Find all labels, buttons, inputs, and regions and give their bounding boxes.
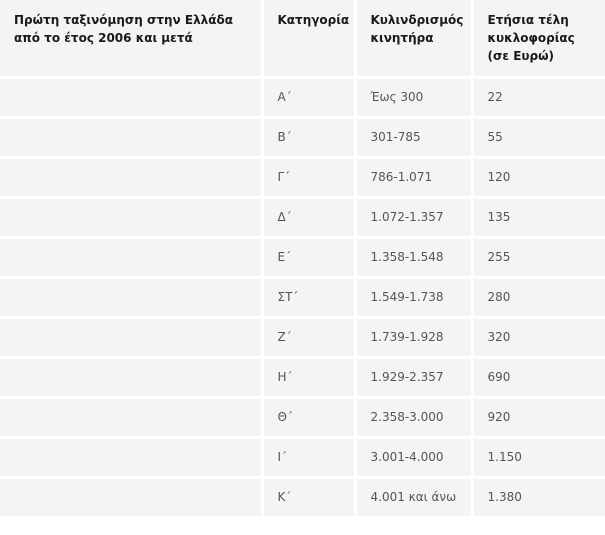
cell-annual-fee: 920 [472,398,605,438]
cell-category: Θ΄ [262,398,355,438]
cell-displacement: 786-1.071 [355,158,472,198]
cell-description [0,438,262,478]
table-row [0,198,605,238]
cell-category: Ζ΄ [262,318,355,358]
table-row [0,118,605,158]
cell-annual-fee: 1.150 [472,438,605,478]
table-row [0,318,605,358]
cell-annual-fee: 135 [472,198,605,238]
cell-description [0,78,262,118]
table-header-row [0,0,605,78]
cell-displacement: 1.739-1.928 [355,318,472,358]
table-row [0,398,605,438]
cell-description [0,398,262,438]
cell-displacement: Έως 300 [355,78,472,118]
cell-annual-fee: 280 [472,278,605,318]
cell-annual-fee: 120 [472,158,605,198]
cell-description [0,478,262,518]
cell-category: Ι΄ [262,438,355,478]
cell-annual-fee: 22 [472,78,605,118]
cell-category: Δ΄ [262,198,355,238]
cell-displacement: 1.358-1.548 [355,238,472,278]
column-header-category: Κατηγορία [262,0,355,78]
table-row [0,438,605,478]
cell-category: Α΄ [262,78,355,118]
cell-annual-fee: 1.380 [472,478,605,518]
cell-displacement: 2.358-3.000 [355,398,472,438]
cell-annual-fee: 55 [472,118,605,158]
column-header-annual-fee: Ετήσια τέλη κυκλοφορίας (σε Ευρώ) [472,0,605,78]
cell-displacement: 4.001 και άνω [355,478,472,518]
table-row [0,78,605,118]
cell-displacement: 1.549-1.738 [355,278,472,318]
table-row [0,358,605,398]
cell-description [0,238,262,278]
cell-category: ΣΤ΄ [262,278,355,318]
cell-description [0,158,262,198]
table-bottom-spacer [0,519,605,535]
cell-displacement: 1.072-1.357 [355,198,472,238]
cell-category: Γ΄ [262,158,355,198]
cell-category: Η΄ [262,358,355,398]
table-row [0,478,605,518]
table-header [0,0,605,78]
table-body [0,78,605,518]
cell-displacement: 301-785 [355,118,472,158]
column-header-description: Πρώτη ταξινόμηση στην Ελλάδα από το έτος 2006 και μετά [0,0,262,78]
cell-annual-fee: 320 [472,318,605,358]
cell-description [0,118,262,158]
table-row [0,238,605,278]
cell-description [0,358,262,398]
cell-category: Κ΄ [262,478,355,518]
cell-category: Ε΄ [262,238,355,278]
cell-displacement: 3.001-4.000 [355,438,472,478]
cell-annual-fee: 690 [472,358,605,398]
cell-category: Β΄ [262,118,355,158]
cell-description [0,278,262,318]
cell-annual-fee: 255 [472,238,605,278]
column-header-displacement: Κυλινδρισμός κινητήρα [355,0,472,78]
cell-displacement: 1.929-2.357 [355,358,472,398]
table-row [0,278,605,318]
table-row [0,158,605,198]
cell-description [0,198,262,238]
cell-description [0,318,262,358]
